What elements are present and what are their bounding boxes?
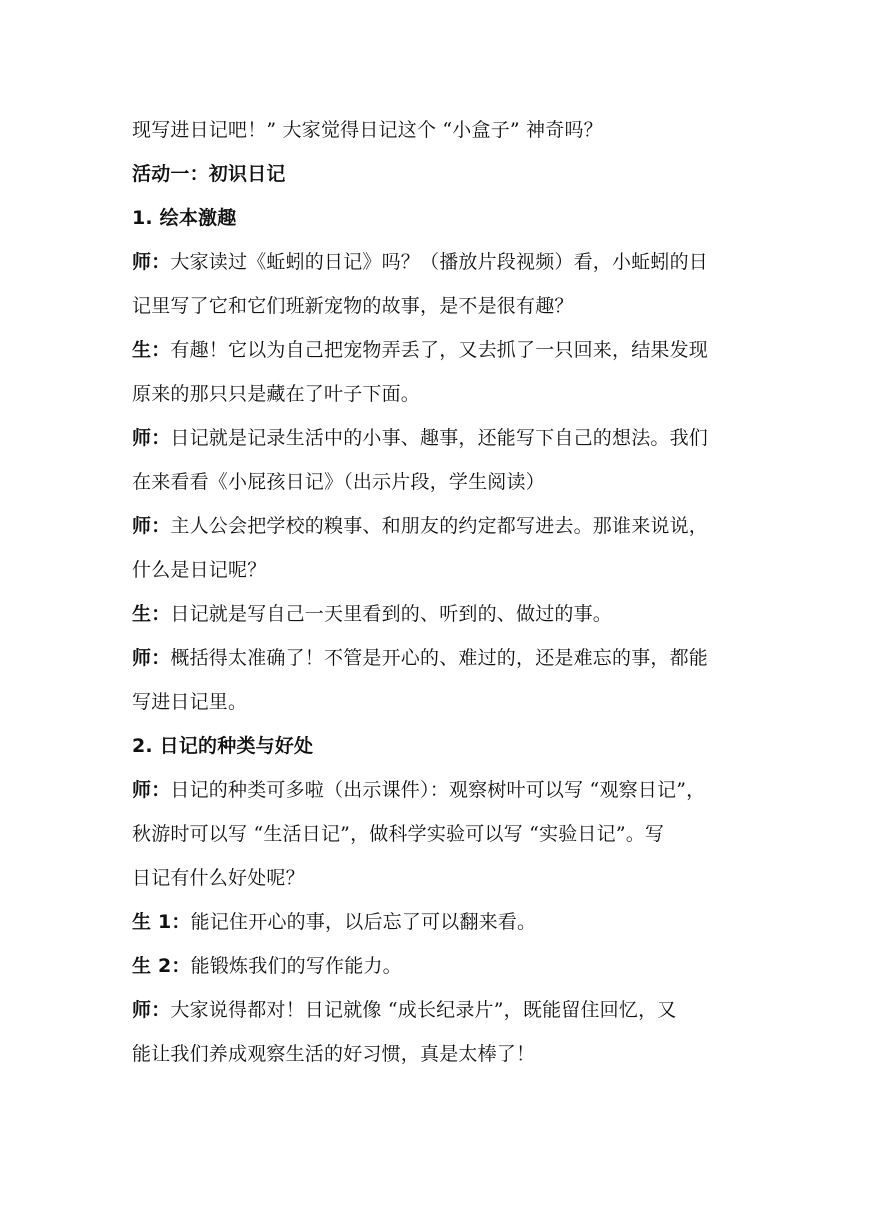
line-text: 概括得太准确了！不管是开心的、难过的，还是难忘的事，都能 (170, 647, 709, 669)
line-text: 在来看看《小屁孩日记》（出示片段，学生阅读） (132, 471, 545, 493)
line-text: 记里写了它和它们班新宠物的故事，是不是很有趣？ (132, 295, 574, 317)
line-text: 有趣！它以为自己把宠物弄丢了，又去抓了一只回来，结果发现 (170, 339, 709, 361)
dialogue-line (132, 636, 744, 680)
dialogue-line (132, 504, 744, 548)
speaker-label: 师： (132, 647, 171, 669)
line-text: 现写进日记吧！” 大家觉得日记这个 “小盒子” 神奇吗？ (132, 119, 603, 141)
text-line (132, 680, 744, 724)
speaker-label: 生： (132, 603, 171, 625)
speaker-label: 师： (132, 251, 171, 273)
line-text: 什么是日记呢？ (132, 559, 267, 581)
text-line (132, 1032, 744, 1076)
subsection-heading: 2. 日记的种类与好处 (132, 735, 314, 757)
dialogue-line (132, 768, 744, 812)
speaker-label: 师： (132, 427, 171, 449)
dialogue-line (132, 592, 744, 636)
dialogue-line (132, 416, 744, 460)
line-text: 能让我们养成观察生活的好习惯，真是太棒了！ (132, 1043, 536, 1065)
line-text: 能记住开心的事，以后忘了可以翻来看。 (190, 911, 537, 933)
text-line (132, 284, 744, 328)
speaker-label: 师： (132, 515, 171, 537)
line-text: 原来的那只只是藏在了叶子下面。 (132, 383, 421, 405)
speaker-label: 生 2： (132, 955, 191, 977)
line-text: 日记就是写自己一天里看到的、听到的、做过的事。 (170, 603, 613, 625)
text-line (132, 108, 744, 152)
line-text: 大家读过《蚯蚓的日记》吗？（播放片段视频）看，小蚯蚓的日 (170, 251, 709, 273)
dialogue-line (132, 900, 744, 944)
text-line (132, 812, 744, 856)
text-line (132, 548, 744, 592)
document-body (132, 108, 744, 1076)
dialogue-line (132, 240, 744, 284)
dialogue-line (132, 944, 744, 988)
speaker-label: 师： (132, 999, 171, 1021)
text-line (132, 372, 744, 416)
speaker-label: 生： (132, 339, 171, 361)
line-text: 能锻炼我们的写作能力。 (190, 955, 402, 977)
line-text: 日记有什么好处呢？ (132, 867, 305, 889)
text-line (132, 856, 744, 900)
line-text: 主人公会把学校的糗事、和朋友的约定都写进去。那谁来说说， (170, 515, 709, 537)
line-text: 写进日记里。 (132, 691, 248, 713)
dialogue-line (132, 328, 744, 372)
subsection-heading: 1. 绘本激趣 (132, 207, 237, 229)
speaker-label: 生 1： (132, 911, 191, 933)
text-line (132, 460, 744, 504)
dialogue-line (132, 988, 744, 1032)
line-text: 大家说得都对！日记就像 “成长纪录片”，既能留住回忆，又 (170, 999, 677, 1021)
section-heading: 活动一：初识日记 (132, 163, 286, 185)
speaker-label: 师： (132, 779, 171, 801)
line-text: 日记就是记录生活中的小事、趣事，还能写下自己的想法。我们 (170, 427, 709, 449)
line-text: 秋游时可以写 “生活日记”，做科学实验可以写 “实验日记”。写 (132, 823, 665, 845)
line-text: 日记的种类可多啦（出示课件）：观察树叶可以写 “观察日记”， (170, 779, 706, 801)
